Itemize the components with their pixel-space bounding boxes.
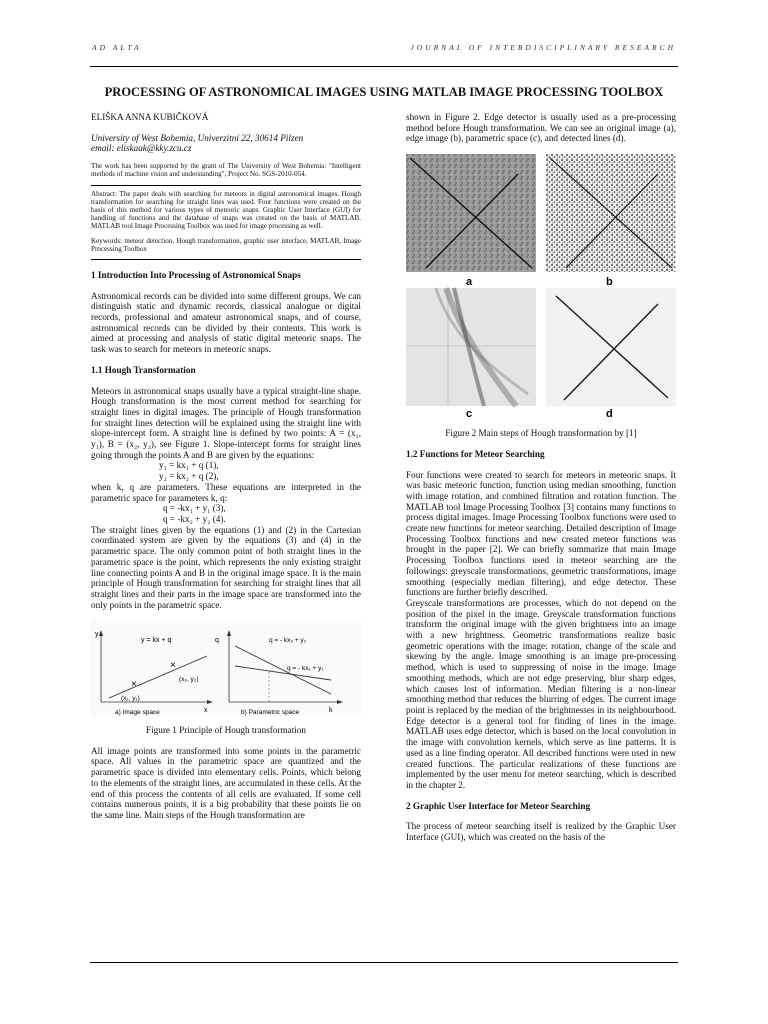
section-1-2-paragraph-2: Greyscale transformations are processes, which do not depend on the position of the pixel in the image. Greyscale transformation functions transform the original image with the given brightness into an image with a new brightness. Geometric transformations realize basic geometric operations with the image: rotation, change of the scale and skewing by the angle. Image smoothing is an image pre-processing method, which is used to suppressing of noise in the image. Image smoothing methods, which are not edge preserving, blur sharp edges, which causes lost of information. Median filtering is a non-linear smoothing method that reduces the blurring of edges. The current image point is replaced by the median of the brightnesses in its neighbourhood. Edge detector is a general tool for finding of lines in the image. MATLAB uses edge detector, which is based on the local convolution in the image with convolution kernels, which serve as line patterns. It is used as a line finding operator. All described functions were used in new created functions. The particular realizations of these functions are implemented by the user menu for meteor searching, which is described in the chapter 2. [406, 597, 676, 790]
fig1-point-a-marker: × [131, 679, 137, 691]
fig1-point-b-marker: × [170, 660, 176, 672]
fig2-label-strip-top [406, 272, 676, 288]
fig1-line-equation: y = kx + q [141, 637, 172, 645]
grant-note: The work has been supported by the grant of The University of West Bohemia: "Intelligent methods of machine vision and understanding", Project No. SGS-2010-054. [91, 162, 361, 179]
keywords: Keywords: meteor detection, Hough transformation, graphic user interface, MATLAB, Image Processing Toolbox [91, 236, 361, 253]
figure-2-caption: Figure 2 Main steps of Hough transformation by [1] [445, 428, 637, 439]
figure-2-panels [406, 154, 676, 418]
paper-title: PROCESSING OF ASTRONOMICAL IMAGES USING MATLAB IMAGE PROCESSING TOOLBOX [104, 85, 664, 99]
left-column [91, 112, 361, 821]
fig1-axis-q-label: q [215, 637, 219, 645]
section-1-1-paragraph-4: All image points are transformed into some points in the parametric space. All values in the parametric space are quantized and the parametric space is divided into elementary cells. Points, which belong to the elements of the straight lines, are accumulated in these cells. At the end of this process the contents of all cells are evaluated. If some cell contains numerous points, it is a big probability that these points lie on the same line. Main steps of the Hough transformation are [91, 745, 361, 820]
header-rule [90, 66, 678, 67]
right-column [406, 112, 676, 843]
affiliation: University of West Bohemia, Univerzitní 22, 30614 Pilzen [91, 132, 304, 143]
abstract: Abstract: The paper deals with searching for meteors in digital astronomical images. Hough transformation for searching for straight lines was used. Four functions were created on the basis of this method for various types of meteoric snaps. Graphic User Interface (GUI) for handling of functions and the database of snaps was created on the basis of MATLAB. MATLAB tool Image Processing Toolbox was used for image processing as well. [91, 189, 361, 231]
section-1-1-paragraph-1: Meteors in astronomical snaps usually have a typical straight-line shape. Hough transformation is the most current method for searching for straight lines in digital images. The principle of Hough transformation for straight lines detection will be explained using the straight line with slope-intercept form. A straight line is defined by two points: A = (x₁, y₁), B = (x₂, y₂), see Figure 1. Slope-intercept forms for straight lines going through the points A and B are given by the equations: [91, 385, 361, 460]
fig2-label-a: a [466, 276, 473, 289]
right-column-paragraph-1: shown in Figure 2. Edge detector is usually used as a pre-processing method before Hough transformation. We can see an original image (a), edge image (b), parametric space (c), and detected lines (d). [406, 112, 676, 144]
running-head-left: AD ALTA [92, 43, 142, 52]
fig1-axis-y-label: y [95, 631, 99, 639]
figure-2 [406, 154, 676, 418]
section-1-1-heading: 1.1 Hough Transformation [91, 364, 196, 375]
equation-3: q = -kx₁ + y₁ (3), [163, 503, 226, 514]
running-head-right: JOURNAL OF INTERDISCIPLINARY RESEARCH [410, 43, 676, 52]
footer-rule [90, 962, 678, 963]
fig1-param-eq-2: q = - kx₂ + y₂ [269, 637, 307, 645]
fig1-point-b-label: (x₂, y₂) [179, 676, 199, 684]
section-1-2-paragraph-1: Four functions were created to search for meteors in meteoric snaps. It was basic meteoric function, function using median smoothing, function with image rotation, and combined filtration and rotation function. The MATLAB tool Image Processing Toolbox [3] contains many functions to process digital images. Image Processing Toolbox functions were used to create new functions for meteor searching. Detailed description of Image Processing Toolbox functions and new created meteor functions was brought in the paper [2]. We can briefly summarize that main Image Processing Toolbox functions used in meteor searching are the followings: greyscale transformations, geometric transformations, image smoothing (especially median filtering), and edge detector. These functions are further briefly described. [406, 469, 676, 598]
section-1-2-heading: 1.2 Functions for Meteor Searching [406, 448, 545, 459]
equation-1: y₁ = kx₁ + q (1), [159, 460, 219, 471]
section-1-1-paragraph-2: when k, q are parameters. These equations are interpreted in the parametric space for parameters k, q: [91, 481, 361, 503]
fig1-sub-b: b) Parametric space [241, 709, 300, 717]
email: email: eliskaak@kky.zcu.cz [91, 143, 192, 154]
section-2-paragraph-1: The process of meteor searching itself is realized by the Graphic User Interface (GUI), which was created on the basis of the [406, 821, 676, 843]
fig1-point-a-label: (x₁, y₁) [121, 695, 140, 703]
figure-1-diagram [91, 620, 361, 716]
figure-1-caption: Figure 1 Principle of Hough transformation [146, 725, 306, 736]
figure-1 [91, 620, 361, 735]
fig1-axis-x-label: x [204, 707, 208, 715]
fig1-param-eq-1: q = - kx₁ + y₁ [287, 665, 324, 673]
equation-2: y₂ = kx₂ + q (2), [159, 471, 219, 482]
author: ELIŠKA ANNA KUBIČKOVÁ [91, 112, 209, 122]
section-1-paragraph: Astronomical records can be divided into some different groups. We can distinguish static and dynamic records, classical analogue or digital records, professional and amateur astronomical snaps, and of course, astronomical records can be divided by their contents. This work is aimed at processing and analysis of static digital meteoric snaps. The task was to search for meteors in meteoric snaps. [91, 290, 361, 355]
fig1-axis-k-label: k [329, 707, 333, 715]
fig2-label-b: b [606, 276, 613, 289]
section-1-heading: 1 Introduction Into Processing of Astronomical Snaps [91, 269, 301, 280]
equation-4: q = -kx₂ + y₂ (4). [163, 514, 226, 524]
fig2-label-c: c [466, 408, 473, 419]
fig1-sub-a: a) Image space [115, 709, 160, 717]
section-1-1-paragraph-3: The straight lines given by the equations (1) and (2) in the Cartesian coordinated system are given by the equations (3) and (4) in the parametric space. The only common point of both straight lines in the parametric space is the point, which represents the only existing straight line connecting points A and B in the original image space. It is the main principle of Hough transformation for searching for straight lines that all straight lines and their parts in the image space are transformed into the only points in the parametric space. [91, 524, 361, 610]
section-2-heading: 2 Graphic User Interface for Meteor Searching [406, 800, 591, 811]
fig2-label-d: d [606, 408, 613, 419]
